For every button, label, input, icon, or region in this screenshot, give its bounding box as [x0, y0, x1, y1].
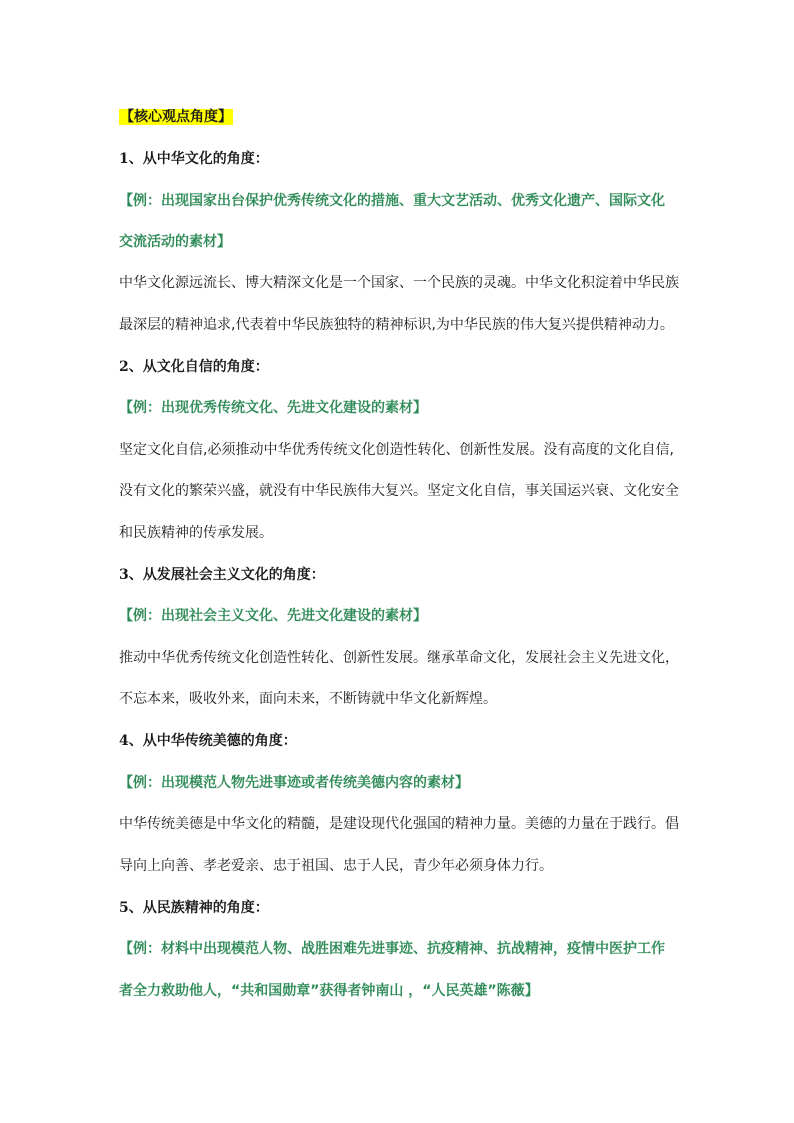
highlight-badge: 【核心观点角度】: [120, 109, 232, 125]
section-1-body-line-2: 最深层的精神追求,代表着中华民族独特的精神标识,为中华民族的伟大复兴提供精神动力。: [119, 317, 674, 333]
section-4-body-line-2: 导向上向善、孝老爱亲、忠于祖国、忠于人民，青少年必须身体力行。: [119, 858, 553, 874]
section-2-body-line-2: 没有文化的繁荣兴盛，就没有中华民族伟大复兴。坚定文化自信，事关国运兴衰、文化安全: [119, 483, 679, 499]
section-1-example-line-1: 【例：出现国家出台保护优秀传统文化的措施、重大文艺活动、优秀文化遗产、国际文化: [119, 193, 665, 209]
section-2-example-line-1: 【例：出现优秀传统文化、先进文化建设的素材】: [119, 400, 427, 416]
section-5-example-line-2: 者全力救助他人，“共和国勋章”获得者钟南山 ，“人民英雄”陈薇】: [119, 983, 539, 999]
section-4-heading: 4、从中华传统美德的角度：: [119, 733, 297, 749]
section-2-body-line-1: 坚定文化自信,必须推动中华优秀传统文化创造性转化、创新性发展。没有高度的文化自信,: [119, 442, 674, 458]
section-3-body-line-2: 不忘本来，吸收外来，面向未来，不断铸就中华文化新辉煌。: [119, 691, 497, 707]
section-2-heading: 2、从文化自信的角度：: [119, 359, 269, 375]
section-3-heading: 3、从发展社会主义文化的角度：: [119, 567, 325, 583]
section-5-heading: 5、从民族精神的角度：: [119, 900, 269, 916]
section-5-example-line-1: 【例：材料中出现模范人物、战胜困难先进事迹、抗疫精神、抗战精神，疫情中医护工作: [119, 941, 665, 957]
section-1-example-line-2: 交流活动的素材】: [119, 234, 231, 250]
section-4-body-line-1: 中华传统美德是中华文化的精髓，是建设现代化强国的精神力量。美德的力量在于践行。倡: [119, 816, 679, 832]
section-3-body-line-1: 推动中华优秀传统文化创造性转化、创新性发展。继承革命文化，发展社会主义先进文化，: [119, 650, 679, 666]
section-4-example-line-1: 【例：出现模范人物先进事迹或者传统美德内容的素材】: [119, 775, 469, 791]
section-badge: [119, 108, 233, 126]
section-1-body-line-1: 中华文化源远流长、博大精深文化是一个国家、一个民族的灵魂。中华文化积淀着中华民族: [119, 275, 679, 291]
section-2-body-line-3: 和民族精神的传承发展。: [119, 525, 273, 541]
section-3-example-line-1: 【例：出现社会主义文化、先进文化建设的素材】: [119, 608, 427, 624]
section-1-heading: 1、从中华文化的角度：: [119, 151, 269, 167]
